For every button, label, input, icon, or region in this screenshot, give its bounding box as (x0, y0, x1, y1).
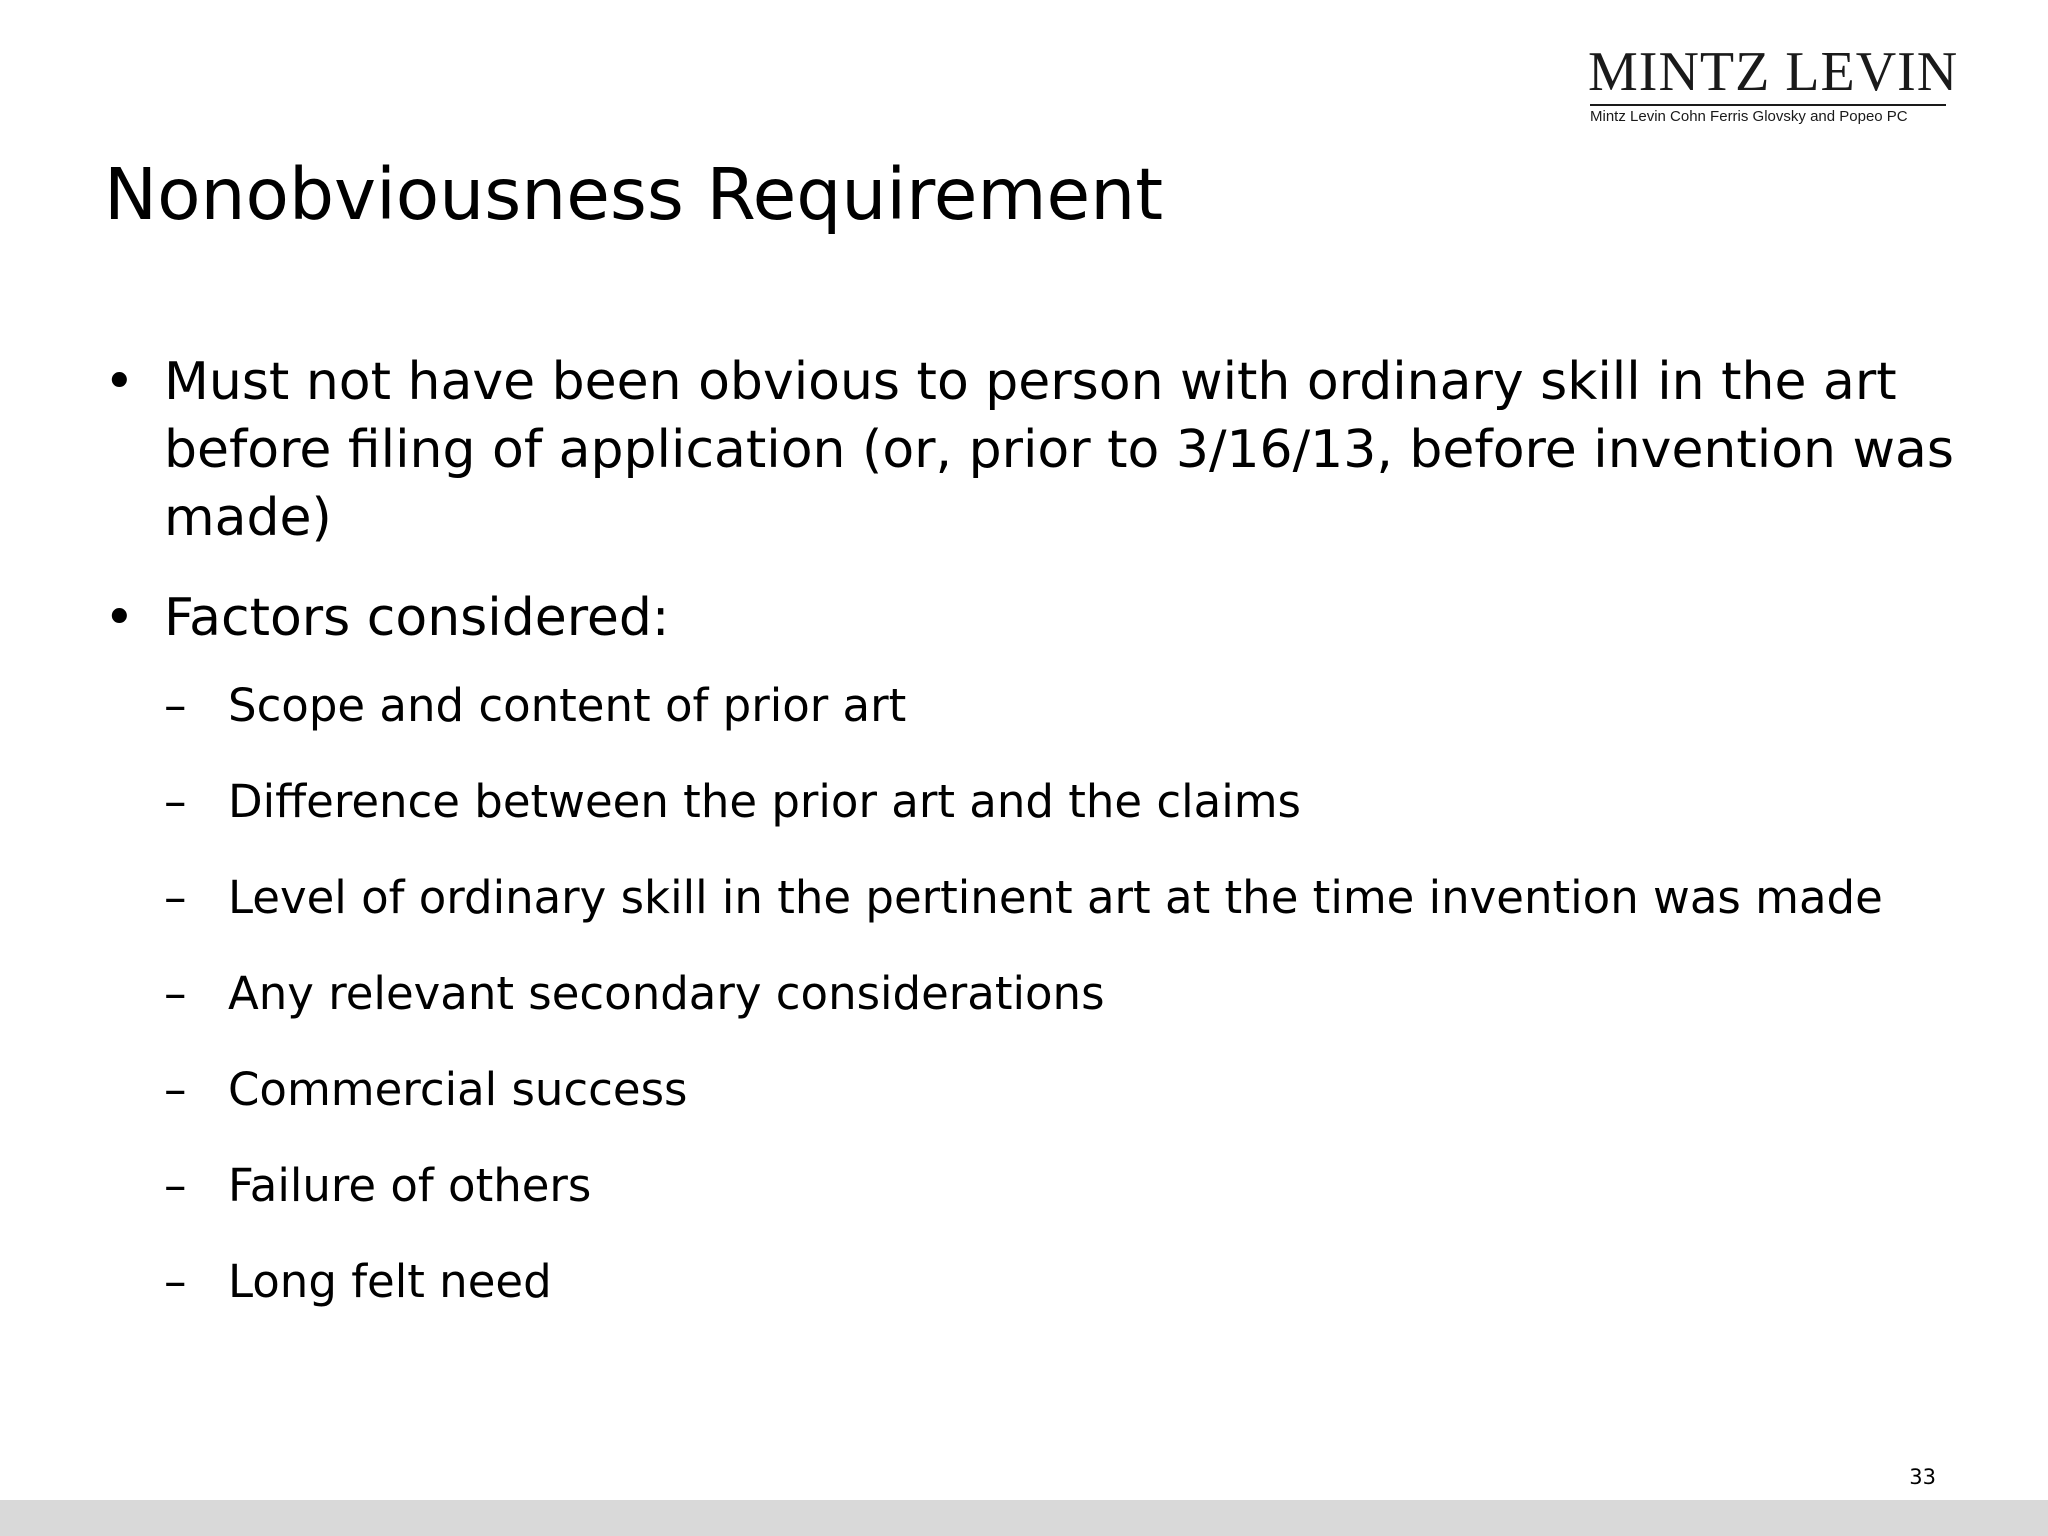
bullet-item (104, 584, 1964, 1310)
sub-bullet-item (164, 774, 1964, 830)
dash-glyph: – (164, 775, 187, 828)
sub-bullet-text: Difference between the prior art and the claims (228, 775, 1301, 828)
slide-title: Nonobviousness Requirement (104, 153, 1164, 236)
bullet-list (104, 348, 1964, 1350)
bullet-text: Must not have been obvious to person with ordinary skill in the art before filing of application (or, prior to 3/16/13, before invention was made) (164, 352, 1955, 548)
mintz-levin-logo (1588, 41, 1959, 125)
sub-bullet-text: Long felt need (228, 1255, 552, 1308)
sub-bullet-text: Commercial success (228, 1063, 688, 1116)
dash-glyph: – (164, 1255, 187, 1308)
dash-glyph: – (164, 1159, 187, 1212)
bullet-glyph: • (104, 588, 135, 648)
sub-bullet-item (164, 870, 1964, 926)
dash-glyph: – (164, 679, 187, 732)
sub-bullet-item (164, 1254, 1964, 1310)
dash-glyph: – (164, 1063, 187, 1116)
logo-subtitle: Mintz Levin Cohn Ferris Glovsky and Popeo PC (1590, 108, 1908, 125)
sub-bullet-item (164, 678, 1964, 734)
sub-bullet-item (164, 1158, 1964, 1214)
bullet-text: Factors considered: (164, 588, 670, 648)
sub-bullet-text: Level of ordinary skill in the pertinent art at the time invention was made (228, 871, 1883, 924)
sub-bullet-item (164, 966, 1964, 1022)
bullet-glyph: • (104, 352, 135, 412)
dash-glyph: – (164, 967, 187, 1020)
logo-wordmark: MINTZ LEVIN (1588, 41, 1959, 103)
footer-bar (0, 1500, 2048, 1536)
sub-bullet-text: Failure of others (228, 1159, 592, 1212)
bullet-item (104, 348, 1964, 552)
page-number: 33 (1909, 1465, 1936, 1489)
sub-bullet-list (164, 678, 1964, 1310)
dash-glyph: – (164, 871, 187, 924)
logo-divider (1590, 104, 1946, 106)
sub-bullet-text: Any relevant secondary considerations (228, 967, 1105, 1020)
sub-bullet-text: Scope and content of prior art (228, 679, 907, 732)
sub-bullet-item (164, 1062, 1964, 1118)
